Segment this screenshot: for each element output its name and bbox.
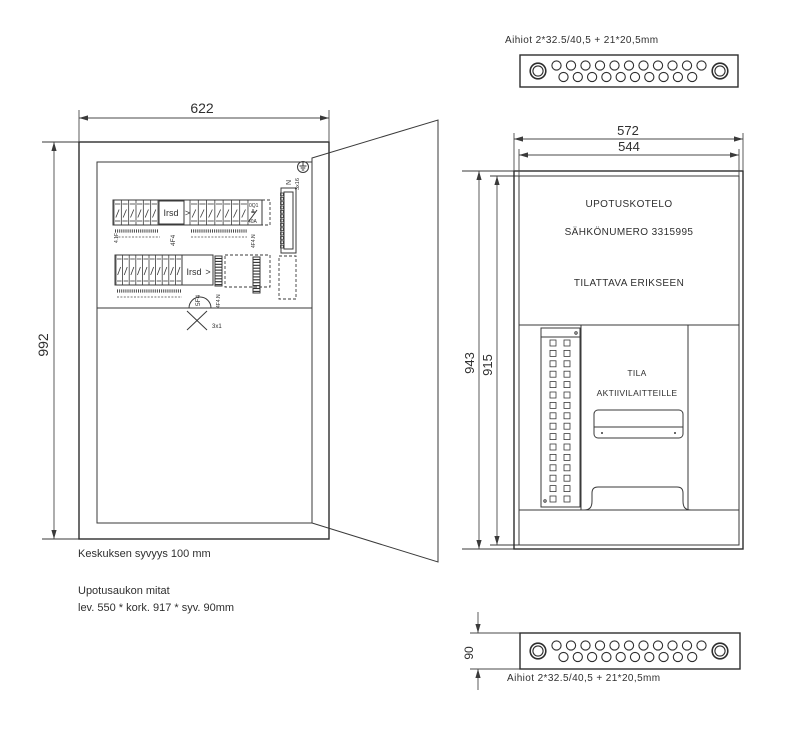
breaker-group-2 [190,200,248,225]
breaker-row-1 [113,200,270,248]
space-label-1: TILA [627,368,647,378]
neutral-dashed-reserve [279,256,296,299]
neutral-tag: N [286,179,293,185]
space-label-2: AKTIIVILAITTEILLE [596,388,678,398]
row2-dashed-reserve [225,255,270,287]
enclosure-title-1: UPOTUSKOTELO [585,199,673,210]
rcd-1-arrow: > [184,208,191,218]
bottom-plate-note: Aihiot 2*32.5/40,5 + 21*20,5mm [507,673,661,684]
top-plate-holes [530,61,728,82]
bottom-plate-holes [530,641,728,662]
bottom-plate-outline [520,633,740,669]
enclosure-outer-width-label: 572 [617,123,639,138]
bottom-gland-plate [462,612,740,690]
depth-note: Keskuksen syvyys 100 mm [78,548,211,560]
main-switch [248,203,259,225]
enclosure-title-3: TILATTAVA ERIKSEEN [573,278,685,289]
cabinet-outline [79,142,329,539]
dimension-992 [35,142,54,539]
top-plate-note: Aihiot 2*32.5/40,5 + 21*20,5mm [505,35,659,46]
main-switch-rating: 40A [248,219,257,225]
cable-notch [584,487,691,510]
row1-right-tag: 4F4.N [251,234,257,248]
enclosure-inner-width-label: 544 [618,139,640,154]
row1-left-tag: 4.1F [114,232,120,243]
rcd-2-arrow: > [205,267,211,277]
row2-terminal-tag: 4F4.N [216,294,222,308]
row1-rcd-tag: 4F4 [170,234,177,246]
top-gland-plate [505,35,738,87]
breaker-group-3 [116,255,182,285]
enclosure-title-2: SÄHKÖNUMERO 3315995 [564,227,694,238]
din-rail-bracket [594,410,683,438]
rcd-2-label: Irsd [186,267,202,277]
lamp-tag: 3x1 [212,324,222,330]
terminal-strip [541,328,580,507]
terminal-strip-terminals [550,340,570,502]
dimension-943 [462,171,479,549]
recess-note-dims: lev. 550 * kork. 917 * syv. 90mm [78,602,235,614]
enclosure-outer-height-label: 943 [462,352,477,374]
row2-rcd-tag: 5F4 [195,294,202,306]
dimension-622 [79,100,329,142]
front-width-dim-label: 622 [190,100,214,116]
dimension-915 [480,176,497,545]
rcd-1-label: Irsd [163,208,179,218]
row1-dashed-extension [262,200,270,225]
plate-height-dim-label: 90 [462,646,476,660]
enclosure-view [462,123,743,549]
earth-symbol-icon [298,162,309,173]
mounting-panel [97,162,312,523]
enclosure-inner-height-label: 915 [480,354,495,376]
front-height-dim-label: 992 [35,333,51,357]
front-view [35,100,438,614]
terminal-bar-a-stripes [216,259,222,285]
neutral-size: 3x16 [295,178,301,190]
breaker-group-1 [114,200,158,225]
open-door [312,120,438,562]
neutral-bar [279,178,301,299]
recess-note-title: Upotusaukon mitat [78,585,170,597]
main-switch-tag: 0Q1 [249,203,259,209]
top-plate-outline [520,55,738,87]
